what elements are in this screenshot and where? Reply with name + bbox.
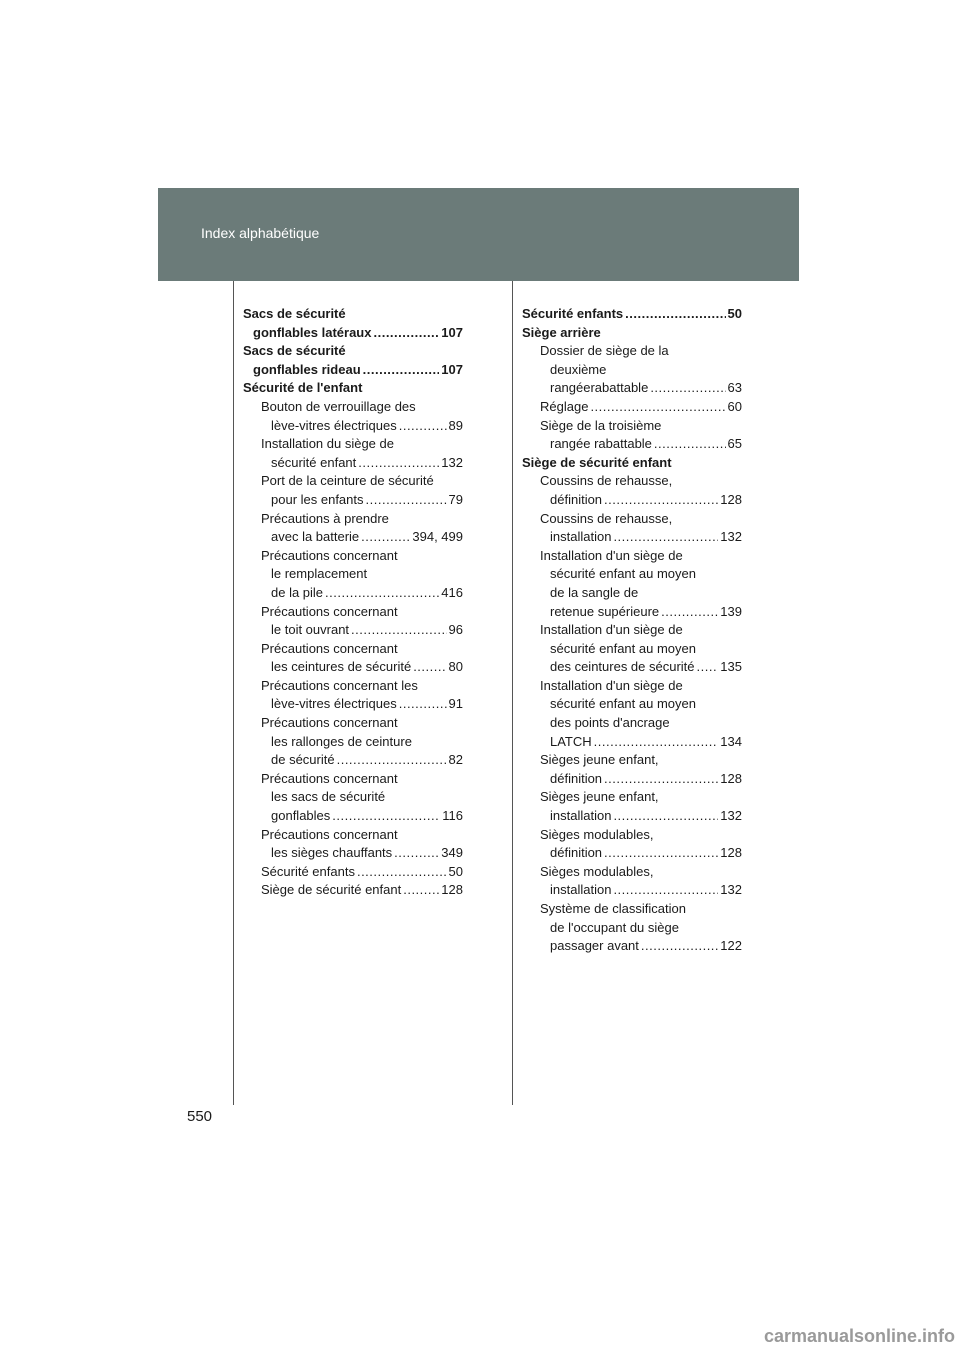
index-entry-leader-line (243, 844, 463, 863)
index-entry-leader-line (522, 603, 742, 622)
index-entry (243, 510, 463, 547)
dot-leader (399, 695, 447, 714)
index-column-right (522, 305, 742, 956)
index-entry-leader-line (522, 881, 742, 900)
index-entry-text: Installation d'un siège de (540, 547, 683, 563)
page-reference[interactable]: 132 (720, 808, 742, 824)
index-entry-leader-line (522, 770, 742, 789)
index-entry-text: lève-vitres électriques (271, 696, 397, 712)
index-entry-text: de sécurité (271, 752, 335, 768)
dot-leader (351, 621, 446, 640)
watermark: carmanualsonline.info (763, 1326, 955, 1346)
index-entry-text: installation (550, 529, 612, 545)
index-entry (522, 677, 742, 751)
index-entry (243, 547, 463, 603)
dot-leader (590, 398, 725, 417)
index-entry-text: définition (550, 770, 603, 786)
page-reference[interactable]: 122 (720, 938, 742, 954)
index-entry (522, 621, 742, 677)
index-entry-leader-line (522, 435, 742, 454)
index-entry-text: définition (550, 491, 603, 507)
page-reference[interactable]: 132 (720, 882, 742, 898)
index-entry-text: Sièges jeune enfant, (540, 752, 659, 768)
dot-leader (604, 491, 718, 510)
dot-leader (358, 454, 439, 473)
index-entry (243, 677, 463, 714)
dot-leader (373, 324, 439, 343)
page-reference[interactable]: 107 (441, 324, 463, 340)
index-entry (522, 863, 742, 900)
index-entry-text: Précautions concernant (261, 715, 398, 731)
page-reference[interactable]: 65 (727, 436, 742, 452)
index-entry-leader-line (243, 751, 463, 770)
page-header-band (158, 188, 799, 281)
page-reference[interactable]: 60 (727, 398, 742, 414)
index-entry-text: Coussins de rehausse, (540, 510, 673, 526)
dot-leader (604, 844, 718, 863)
index-entry-text: installation (550, 882, 612, 898)
index-entry-text: sécurité enfant au moyen (550, 640, 696, 656)
index-heading-text: Siège arrière (522, 324, 601, 340)
index-entry-text: gonflables rideau (253, 361, 361, 377)
index-entry-text: Sécurité enfants (261, 863, 355, 879)
index-entry-leader-line (522, 844, 742, 863)
index-entry-leader-line (243, 621, 463, 640)
index-entry (243, 714, 463, 770)
index-entry-text: les sacs de sécurité (271, 789, 386, 805)
page-reference[interactable]: 128 (720, 491, 742, 507)
dot-leader (613, 881, 718, 900)
section-title: Index alphabétique (201, 225, 320, 241)
index-entry (243, 881, 463, 900)
index-entry-text: Installation du siège de (261, 436, 394, 452)
index-entry-text: sécurité enfant au moyen (550, 566, 696, 582)
page-reference[interactable]: 82 (448, 752, 463, 768)
index-entry-text: Siège de sécurité enfant (261, 882, 402, 898)
dot-leader (363, 361, 440, 380)
dot-leader (661, 603, 718, 622)
dot-leader (366, 491, 447, 510)
index-entry-leader-line (522, 937, 742, 956)
index-entry (522, 547, 742, 621)
index-entry-leader-line (522, 658, 742, 677)
index-entry-leader-line (243, 881, 463, 900)
index-entry-text: sécurité enfant (271, 454, 357, 470)
index-heading-text: Siège de sécurité enfant (522, 454, 672, 470)
index-entry (243, 826, 463, 863)
index-entry-text: avec la batterie (271, 529, 360, 545)
index-entry-text: lève-vitres électriques (271, 417, 397, 433)
index-entry-text: Précautions concernant (261, 826, 398, 842)
index-entry (243, 342, 463, 379)
index-entry (522, 751, 742, 788)
dot-leader (399, 417, 447, 436)
page-reference[interactable]: 128 (720, 770, 742, 786)
page-reference[interactable]: 116 (442, 808, 463, 824)
index-entry-text: installation (550, 808, 612, 824)
index-entry-text: Port de la ceinture de sécurité (261, 473, 434, 489)
page-reference[interactable]: 132 (441, 454, 463, 470)
page-reference[interactable]: 50 (727, 306, 742, 321)
index-entry-leader-line (522, 491, 742, 510)
page-reference[interactable]: 416 (441, 584, 463, 600)
index-entry-leader-line (243, 658, 463, 677)
page-reference[interactable]: 394, 499 (412, 529, 463, 545)
index-entry (243, 398, 463, 435)
index-entry-text: deuxième (550, 361, 607, 377)
index-entry-text: Précautions concernant les (261, 677, 418, 693)
page-reference[interactable]: 107 (441, 361, 463, 377)
index-entry-text: les ceintures de sécurité (271, 659, 412, 675)
index-entry (522, 417, 742, 454)
dot-leader (394, 844, 439, 863)
index-entry (522, 398, 742, 417)
index-entry-text: rangée rabattable (550, 436, 652, 452)
index-entry-text: Réglage (540, 398, 589, 414)
dot-leader (332, 807, 440, 826)
index-entry-leader-line (522, 379, 742, 398)
index-heading (243, 379, 463, 398)
index-heading (522, 454, 742, 473)
index-entry (522, 510, 742, 547)
index-entry (243, 640, 463, 677)
dot-leader (413, 658, 446, 677)
page-reference[interactable]: 128 (720, 845, 742, 861)
page-reference[interactable]: 132 (720, 529, 742, 545)
index-heading (522, 324, 742, 343)
index-entry-text: Bouton de verrouillage des (261, 398, 416, 414)
page-reference[interactable]: 128 (441, 882, 463, 898)
index-entry-text: des ceintures de sécurité (550, 659, 695, 675)
index-entry-text: rangéerabattable (550, 380, 649, 396)
index-entry-text: le remplacement (271, 566, 368, 582)
index-entry-text: de l'occupant du siège (550, 919, 679, 935)
page-reference[interactable]: 349 (441, 845, 463, 861)
index-entry-text: Coussins de rehausse, (540, 473, 673, 489)
index-column-left (243, 305, 463, 900)
index-entry-leader-line (522, 398, 742, 417)
index-entry-text: Sacs de sécurité (243, 343, 346, 359)
index-entry-text: Précautions à prendre (261, 510, 389, 526)
index-entry-text: Sièges modulables, (540, 826, 654, 842)
index-entry-leader-line (522, 528, 742, 547)
index-entry-text: Précautions concernant (261, 603, 398, 619)
index-entry-text: gonflables latéraux (253, 324, 372, 340)
dot-leader (604, 770, 718, 789)
index-entry-leader-line (243, 491, 463, 510)
index-entry-leader-line (522, 733, 742, 752)
index-entry (522, 342, 742, 398)
index-heading-text: Sécurité de l'enfant (243, 380, 363, 396)
dot-leader (337, 751, 447, 770)
dot-leader (625, 305, 725, 324)
page-reference[interactable]: 91 (448, 696, 463, 712)
index-entry-text: Siège de la troisième (540, 417, 662, 433)
index-entry (243, 435, 463, 472)
page-reference[interactable]: 63 (727, 380, 742, 396)
index-entry-text: de la pile (271, 584, 324, 600)
page-number: 550 (187, 1108, 213, 1125)
index-entry-text: Installation d'un siège de (540, 677, 683, 693)
index-entry (243, 472, 463, 509)
index-entry-leader-line (522, 807, 742, 826)
index-entry-text: pour les enfants (271, 491, 364, 507)
page-reference[interactable]: 139 (720, 603, 742, 619)
page-reference[interactable]: 135 (720, 659, 742, 675)
index-entry (522, 305, 742, 324)
index-entry-text: des points d'ancrage (550, 715, 670, 731)
index-entry-leader-line (243, 863, 463, 882)
index-entry-text: sécurité enfant au moyen (550, 696, 696, 712)
index-entry-leader-line (522, 305, 742, 324)
index-entry-text: de la sangle de (550, 584, 639, 600)
dot-leader (650, 379, 725, 398)
index-entry-text: Précautions concernant (261, 640, 398, 656)
dot-leader (357, 863, 447, 882)
page-reference[interactable]: 96 (448, 622, 463, 638)
index-entry (522, 472, 742, 509)
index-entry-text: retenue supérieure (550, 603, 660, 619)
index-entry (522, 900, 742, 956)
dot-leader (361, 528, 410, 547)
index-entry-leader-line (243, 417, 463, 436)
page-reference[interactable]: 134 (720, 733, 742, 749)
index-entry-leader-line (243, 324, 463, 343)
dot-leader (594, 733, 719, 752)
index-entry-text: Sièges jeune enfant, (540, 789, 659, 805)
left-margin-rule (233, 281, 234, 1105)
dot-leader (613, 807, 718, 826)
page-reference[interactable]: 80 (448, 659, 463, 675)
index-entry-text: Précautions concernant (261, 547, 398, 563)
index-entry-text: le toit ouvrant (271, 622, 350, 638)
column-divider-rule (512, 281, 513, 1105)
index-entry-text: les sièges chauffants (271, 845, 393, 861)
index-entry (522, 788, 742, 825)
index-entry (522, 826, 742, 863)
index-entry-text: gonflables (271, 808, 331, 824)
index-entry-leader-line (243, 695, 463, 714)
index-entry-text: Sièges modulables, (540, 863, 654, 879)
index-entry-text: les rallonges de ceinture (271, 733, 412, 749)
dot-leader (403, 881, 439, 900)
index-entry (243, 603, 463, 640)
index-entry-leader-line (243, 807, 463, 826)
index-entry-text: Sacs de sécurité (243, 306, 346, 321)
dot-leader (697, 658, 719, 677)
index-entry-text: définition (550, 845, 603, 861)
page-reference[interactable]: 50 (448, 863, 463, 879)
page-reference[interactable]: 79 (448, 491, 463, 507)
index-entry-leader-line (243, 454, 463, 473)
index-entry-leader-line (243, 584, 463, 603)
index-entry-text: passager avant (550, 938, 639, 954)
index-entry-leader-line (243, 528, 463, 547)
index-entry (243, 305, 463, 342)
index-entry-leader-line (243, 361, 463, 380)
index-entry-text: Installation d'un siège de (540, 622, 683, 638)
page-reference[interactable]: 89 (448, 417, 463, 433)
dot-leader (641, 937, 718, 956)
dot-leader (654, 435, 726, 454)
index-entry-text: Précautions concernant (261, 770, 398, 786)
dot-leader (325, 584, 439, 603)
index-entry (243, 863, 463, 882)
index-entry (243, 770, 463, 826)
index-entry-text: Système de classification (540, 901, 686, 916)
index-entry-text: LATCH (550, 733, 592, 749)
dot-leader (613, 528, 718, 547)
index-entry-text: Dossier de siège de la (540, 343, 669, 359)
index-entry-text: Sécurité enfants (522, 306, 624, 321)
